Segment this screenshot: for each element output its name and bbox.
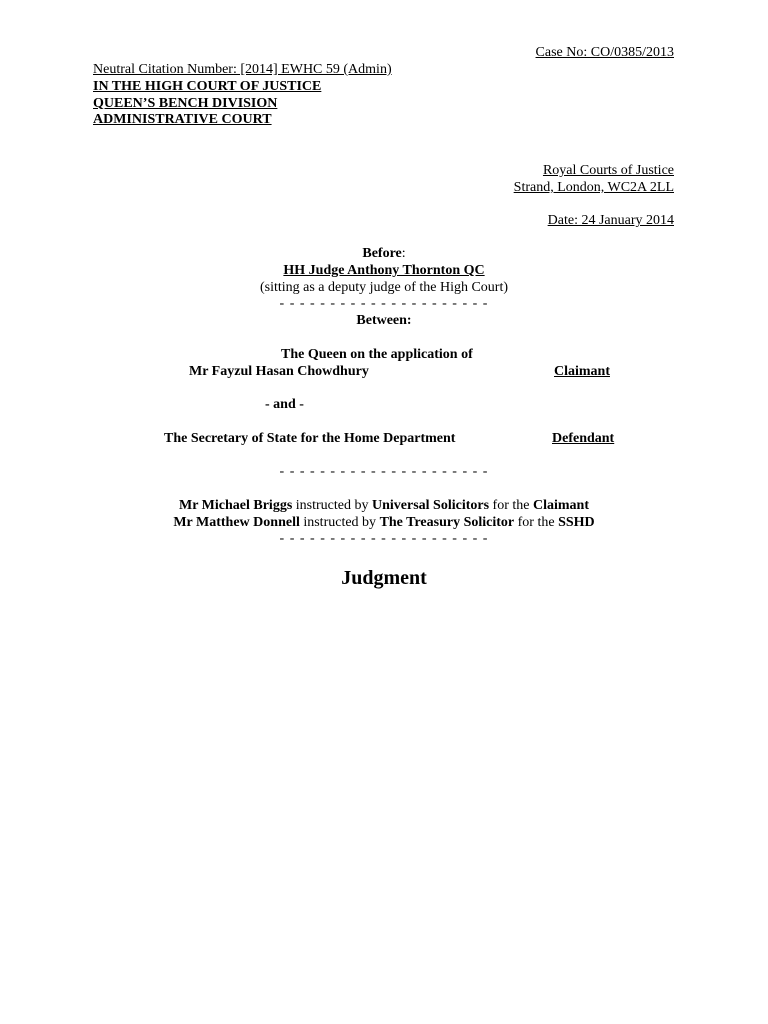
counsel-defendant-firm: The Treasury Solicitor (379, 515, 515, 530)
defendant-role: Defendant (552, 431, 615, 446)
counsel-defendant-instructed: instructed by (299, 515, 380, 530)
claimant-intro: The Queen on the application of (281, 347, 473, 362)
court-division: QUEEN’S BENCH DIVISION (93, 96, 278, 111)
between-label: Between: (356, 313, 412, 328)
counsel-defendant (0, 515, 768, 531)
counsel-claimant-party: Claimant (532, 498, 589, 513)
judge-name: HH Judge Anthony Thornton QC (283, 263, 485, 278)
separator-1: - - - - - - - - - - - - - - - - - - - - - (279, 296, 489, 311)
counsel-claimant-instructed: instructed by (292, 498, 372, 513)
court-subdivision: ADMINISTRATIVE COURT (93, 112, 272, 127)
before-colon: : (401, 246, 406, 261)
judge-name-row (0, 263, 768, 279)
judge-note: (sitting as a deputy judge of the High Court) (259, 280, 509, 295)
and-separator: - and - (265, 397, 304, 412)
case-number: Case No: CO/0385/2013 (535, 45, 674, 60)
counsel-defendant-for: for the (514, 515, 559, 530)
before-label (0, 246, 768, 262)
before-label-text: Before (362, 246, 402, 261)
counsel-claimant (0, 498, 768, 514)
separator-2: - - - - - - - - - - - - - - - - - - - - - (279, 464, 489, 479)
judgment-title: Judgment (341, 567, 427, 589)
court-address-line1: Royal Courts of Justice (542, 163, 674, 178)
counsel-claimant-name: Mr Michael Briggs (179, 498, 293, 513)
separator-3: - - - - - - - - - - - - - - - - - - - - - (279, 531, 489, 546)
court-address-line2: Strand, London, WC2A 2LL (513, 180, 674, 195)
judgment-date: Date: 24 January 2014 (547, 213, 674, 228)
defendant-name: The Secretary of State for the Home Department (164, 431, 456, 446)
counsel-claimant-for: for the (489, 498, 533, 513)
claimant-role: Claimant (554, 364, 610, 379)
counsel-defendant-name: Mr Matthew Donnell (173, 515, 300, 530)
court-name: IN THE HIGH COURT OF JUSTICE (93, 79, 322, 94)
counsel-defendant-party: SSHD (558, 515, 595, 530)
counsel-claimant-firm: Universal Solicitors (372, 498, 490, 513)
claimant-name: Mr Fayzul Hasan Chowdhury (189, 364, 369, 379)
neutral-citation: Neutral Citation Number: [2014] EWHC 59 (Admin) (93, 62, 392, 77)
